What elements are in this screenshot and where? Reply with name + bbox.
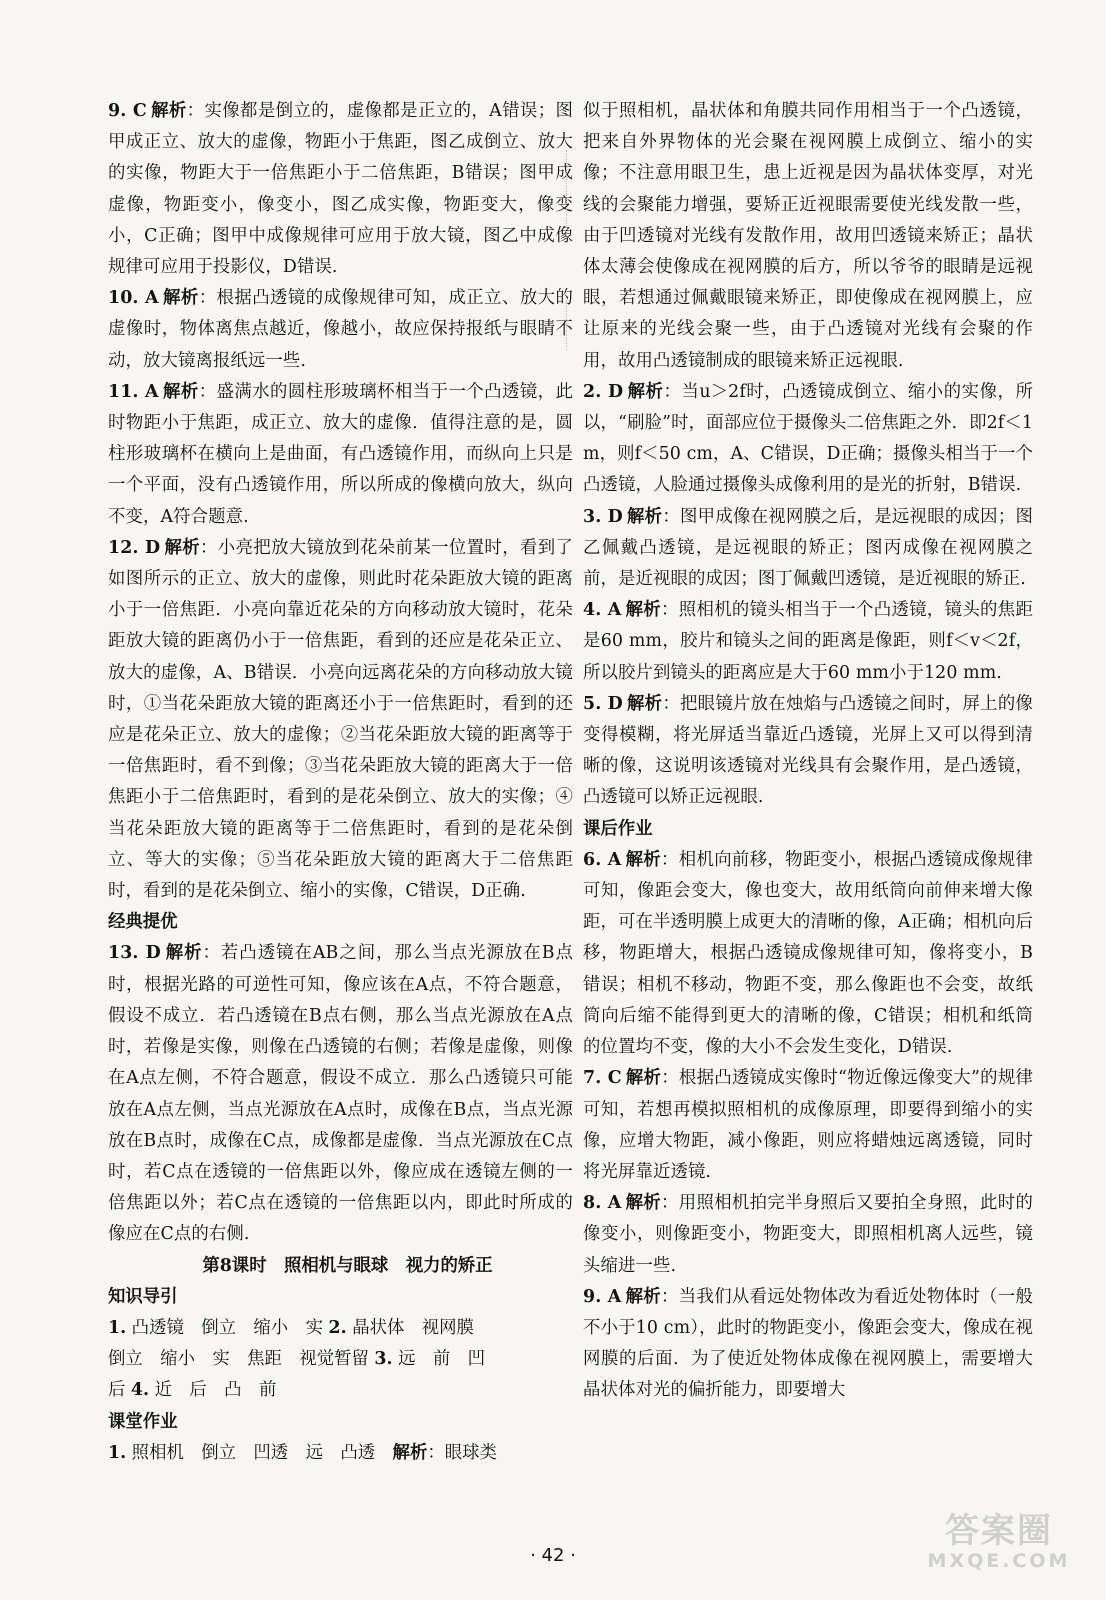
- answer-13: [108, 938, 573, 1250]
- item-number: 1.: [108, 1442, 127, 1463]
- answer-6: [583, 845, 1033, 1063]
- watermark-logo: [914, 1512, 1084, 1578]
- analysis-label: 解析: [625, 849, 662, 870]
- answer-11: [108, 377, 573, 533]
- analysis-label: 解析: [625, 1286, 662, 1307]
- answer-number: 6. A: [583, 849, 622, 870]
- section-heading-after: 课后作业: [583, 818, 653, 839]
- answer-5: [583, 689, 1033, 814]
- page-number: · 42 ·: [530, 1545, 576, 1566]
- section-heading-guide: 知识导引: [108, 1286, 178, 1307]
- analysis-label: 解析: [626, 693, 663, 714]
- analysis-label: 解析: [626, 506, 663, 527]
- answer-text: ：图甲成像在视网膜之后，是远视眼的成因；图乙佩戴凸透镜，是远视眼的矫正；图丙成像在视网膜之前，是近视眼的成因；图丁佩戴凹透镜，是近视眼的矫正.: [583, 506, 1033, 590]
- item-text: 倒立 缩小 实 焦距 视觉暂留: [108, 1349, 375, 1370]
- answer-number: 11. A: [108, 381, 159, 402]
- item-text: 凸透镜 倒立 缩小 实: [126, 1317, 329, 1338]
- answer-3: [583, 502, 1033, 596]
- answer-number: 5. D: [583, 693, 623, 714]
- analysis-label: 解析: [625, 1068, 662, 1089]
- answer-text: ：若凸透镜在AB之间，那么当点光源放在B点时，根据光路的可逆性可知，像应该在A点，不符合题意，假设不成立．若凸透镜在B点右侧，那么当点光源放在A点时，若像是实像，则像在凸透镜的右侧；若像是虚像，则像在A点左侧，不符合题意，假设不成立．那么凸透镜只可能放在A点左侧，当点光源放在A点时，成像在B点，当点光源放在B点时，成像在C点，成像都是虚像．当点光源放在C点时，若C点在透镜的一倍焦距以外，像应成在透镜左侧的一倍焦距以外；若C点在透镜的一倍焦距以内，即此时所成的像应在C点的右侧.: [108, 943, 573, 1245]
- analysis-label: 解析: [162, 381, 199, 402]
- column-divider: [566, 290, 567, 350]
- item-number: 1.: [108, 1317, 127, 1338]
- answer-text: ：当u＞2f时，凸透镜成倒立、缩小的实像，所以，“刷脸”时，面部应位于摄像头二倍焦距之外．即2f＜1 m，则f＜50 cm，A、C错误，D正确；摄像头相当于一个凸透镜，人脸通过摄像头成像利用的是光的折射，B错误.: [583, 381, 1033, 496]
- answer-text: ：盛满水的圆柱形玻璃杯相当于一个凸透镜，此时物距小于焦距，成正立、放大的虚像．值得注意的是，圆柱形玻璃杯在横向上是曲面，有凸透镜作用，而纵向上只是一个平面，没有凸透镜作用，所以所成的像横向放大，纵向不变，A符合题意.: [108, 381, 573, 527]
- section-heading-class: 课堂作业: [108, 1411, 178, 1432]
- analysis-label: 解析: [625, 1193, 662, 1214]
- item-text: ：眼球类: [427, 1442, 497, 1463]
- answer-number: 12. D: [108, 537, 161, 558]
- answer-1-continued: 似于照相机，晶状体和角膜共同作用相当于一个凸透镜，把来自外界物体的光会聚在视网膜上成倒立、缩小的实像；不注意用眼卫生，患上近视是因为晶状体变厚，对光线的会聚能力增强，要矫正近视眼需要使光线发散一些，由于凹透镜对光线有发散作用，故用凹透镜来矫正；晶状体太薄会使像成在视网膜的后方，所以爷爷的眼睛是远视眼，若想通过佩戴眼镜来矫正，即使像成在视网膜上，应让原来的光线会聚一些，由于凸透镜对光线有会聚的作用，故用凸透镜制成的眼镜来矫正远视眼.: [583, 101, 1033, 371]
- section-heading-classic: 经典提优: [108, 912, 178, 933]
- answer-12: [108, 533, 573, 907]
- answer-text: ：小亮把放大镜放到花朵前某一位置时，看到了如图所示的正立、放大的虚像，则此时花朵距放大镜的距离小于一倍焦距．小亮向靠近花朵的方向移动放大镜时，花朵距放大镜的距离仍小于一倍焦距，看到的还应是花朵正立、放大的虚像，A、B错误．小亮向远离花朵的方向移动放大镜时，①当花朵距放大镜的距离还小于一倍焦距时，看到的还应是花朵正立、放大的虚像；②当花朵距放大镜的距离等于一倍焦距时，看不到像；③当花朵距放大镜的距离大于一倍焦距小于二倍焦距时，看到的是花朵倒立、放大的实像；④当花朵距放大镜的距离等于二倍焦距时，看到的是花朵倒立、等大的实像；⑤当花朵距放大镜的距离大于二倍焦距时，看到的是花朵倒立、缩小的实像，C错误，D正确.: [108, 537, 574, 902]
- item-text: 照相机 倒立 凹透 远 凸透: [126, 1442, 393, 1463]
- analysis-label: 解析: [627, 381, 664, 402]
- answer-text: ：相机向前移，物距变小，根据凸透镜成像规律可知，像距会变大，像也变大，故用纸筒向前伸来增大像距，可在半透明膜上成更大的清晰的像，A正确；相机向后移，物距增大，根据凸透镜成像规律可知，像将变小，B错误；相机不移动，物距不变，那么像距也不会变，故纸筒向后缩不能得到更大的清晰的像，C错误；相机和纸筒的位置均不变，像的大小不会发生变化，D错误.: [583, 849, 1033, 1058]
- answer-text: ：当我们从看远处物体改为看近处物体时（一般不小于10 cm），此时的物距变小，像距会变大，像成在视网膜的后面．为了使近处物体成像在视网膜上，需要增大晶状体对光的偏折能力，即要增大: [583, 1286, 1033, 1401]
- right-column: [583, 96, 1033, 1407]
- answer-number: 8. A: [583, 1193, 622, 1214]
- guide-line: [108, 1344, 573, 1375]
- analysis-label: 解析: [392, 1442, 428, 1463]
- analysis-label: 解析: [164, 537, 201, 558]
- item-number: 4.: [130, 1380, 150, 1401]
- answer-number: 10. A: [108, 288, 159, 309]
- answer-text: ：根据凸透镜成实像时“物近像远像变大”的规律可知，若想再模拟照相机的成像原理，即要得到缩小的实像，应增大物距，减小像距，则应将蜡烛远离透镜，同时将光屏靠近透镜.: [583, 1068, 1034, 1182]
- answer-number: 3. D: [583, 506, 623, 527]
- column-divider: [566, 150, 567, 240]
- item-text: 晶状体 视网膜: [346, 1317, 474, 1338]
- answer-number: 9. A: [583, 1286, 622, 1307]
- answer-number: 7. C: [583, 1068, 622, 1089]
- class-line: [108, 1438, 573, 1469]
- answer-text: ：根据凸透镜的成像规律可知，成正立、放大的虚像时，物体离焦点越近，像越小，故应保持报纸与眼睛不动，放大镜离报纸远一些.: [108, 288, 573, 371]
- answer-text: ：照相机的镜头相当于一个凸透镜，镜头的焦距是60 mm，胶片和镜头之间的距离是像距，则f＜v＜2f，所以胶片到镜头的距离应是大于60 mm小于120 mm.: [583, 600, 1033, 683]
- guide-line: [108, 1313, 573, 1344]
- item-text: 远 前 凹: [392, 1349, 486, 1370]
- answer-9: [108, 96, 573, 283]
- item-text: 后: [108, 1380, 131, 1401]
- watermark-url: MXQE.COM: [927, 1550, 1071, 1572]
- answer-number: 9. C: [108, 101, 147, 121]
- answer-4: [583, 595, 1033, 689]
- answer-number: 13. D: [108, 943, 161, 964]
- answer-10: [108, 283, 573, 377]
- answer-number: 4. A: [583, 600, 622, 621]
- answer-number: 2. D: [583, 381, 624, 402]
- answer-text: ：用照相机拍完半身照后又要拍全身照，此时的像变小，则像距变小，物距变大，即照相机离人远些，镜头缩进一些.: [583, 1193, 1033, 1276]
- answer-text: ：把眼镜片放在烛焰与凸透镜之间时，屏上的像变得模糊，将光屏适当靠近凸透镜，光屏上又可以得到清晰的像，这说明该透镜对光线具有会聚作用，是凸透镜，凸透镜可以矫正远视眼.: [583, 693, 1033, 808]
- answer-7: [583, 1063, 1033, 1188]
- analysis-label: 解析: [164, 943, 203, 964]
- analysis-label: 解析: [150, 101, 187, 121]
- guide-line: [108, 1375, 573, 1406]
- analysis-label: 解析: [625, 600, 662, 621]
- analysis-label: 解析: [162, 288, 199, 309]
- answer-8: [583, 1188, 1033, 1282]
- answer-9-after: [583, 1282, 1033, 1407]
- item-number: 2.: [328, 1317, 347, 1338]
- item-text: 近 后 凸 前: [149, 1380, 277, 1401]
- answer-2: [583, 377, 1033, 502]
- item-number: 3.: [374, 1349, 393, 1370]
- left-column: [108, 96, 573, 1469]
- lesson-title: 第8课时 照相机与眼球 视力的矫正: [202, 1255, 493, 1276]
- watermark-text: 答案圈: [945, 1511, 1053, 1551]
- answer-text: ：实像都是倒立的，虚像都是正立的，A错误；图甲成正立、放大的虚像，物距小于焦距，图乙成倒立、放大的实像，物距大于一倍焦距小于二倍焦距，B错误；图甲成虚像，物距变小，像变小，图乙成实像，物距变大，像变小，C正确；图甲中成像规律可应用于放大镜，图乙中成像规律可应用于投影仪，D错误.: [108, 101, 574, 278]
